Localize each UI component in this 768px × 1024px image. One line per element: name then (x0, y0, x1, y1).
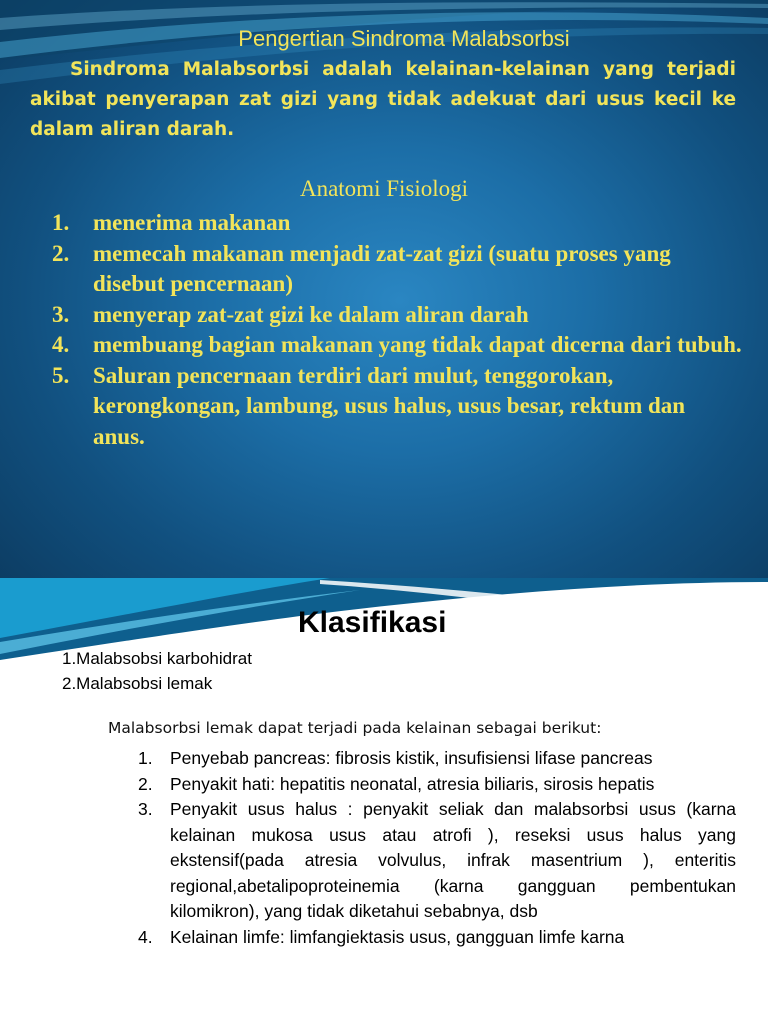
list-item (52, 208, 742, 239)
list-text: membuang bagian makanan yang tidak dapat dicerna dari tubuh. (93, 332, 742, 357)
list-number: 1. (52, 210, 70, 235)
list-text: memecah makanan menjadi zat-zat gizi (suatu proses yang disebut pencernaan) (93, 240, 671, 296)
list-number: 2. (52, 240, 70, 266)
list-item: 2.Malabsobsi lemak (62, 674, 213, 693)
list-text: Penyakit usus halus : penyakit seliak dan malabsorbsi usus (karna kelainan mukosa usus atau atrofi ), reseksi usus halus yang ekstensif(pada atresia volvulus, infrak masentrium ), enteritis regional,abetalipoproteinemia (karna gangguan pembentukan kilomikron), yang tidak diketahui sebabnya, dsb (170, 799, 736, 921)
list-item (52, 300, 742, 331)
list-number: 3. (138, 799, 153, 819)
classification-list (62, 646, 252, 696)
list-item: 1.Malabsobsi karbohidrat (62, 649, 252, 668)
section-heading: Anatomi Fisiologi (299, 176, 469, 201)
list-text: Penyakit hati: hepatitis neonatal, atresia biliaris, sirosis hepatis (170, 773, 655, 794)
list-item (52, 361, 742, 453)
list-number: 3. (52, 301, 70, 327)
list-text: menerima makanan (93, 210, 291, 235)
list-item (52, 330, 742, 361)
list-item (52, 239, 742, 300)
intro-text: Malabsorbsi lemak dapat terjadi pada kelainan sebagai berikut: (108, 719, 602, 737)
slide-title: Klasifikasi (298, 606, 447, 639)
definition-paragraph: Sindroma Malabsorbsi adalah kelainan-kelainan yang terjadi akibat penyerapan zat gizi yang tidak adekuat dari usus kecil ke dalam aliran darah. (30, 59, 736, 140)
list-item (138, 772, 736, 798)
causes-list (138, 746, 736, 950)
list-item (138, 797, 736, 925)
list-item (138, 925, 736, 951)
list-number: 4. (138, 926, 153, 947)
list-text: Saluran pencernaan terdiri dari mulut, tenggorokan, kerongkongan, lambung, usus halus, usus besar, rektum dan anus. (93, 362, 686, 449)
list-number: 1. (138, 748, 153, 768)
list-text: menyerap zat-zat gizi ke dalam aliran darah (93, 301, 529, 327)
list-text: Kelainan limfe: limfangiektasis usus, gangguan limfe karna (170, 926, 625, 947)
list-text: Penyebab pancreas: fibrosis kistik, insufisiensi lifase pancreas (170, 748, 653, 768)
slide-title: Pengertian Sindroma Malabsorbsi (238, 26, 570, 51)
list-number: 4. (52, 332, 70, 357)
list-item (138, 746, 736, 772)
slide-klasifikasi (0, 578, 768, 1024)
anatomy-list (52, 208, 742, 452)
list-number: 5. (52, 362, 70, 388)
list-number: 2. (138, 773, 153, 794)
